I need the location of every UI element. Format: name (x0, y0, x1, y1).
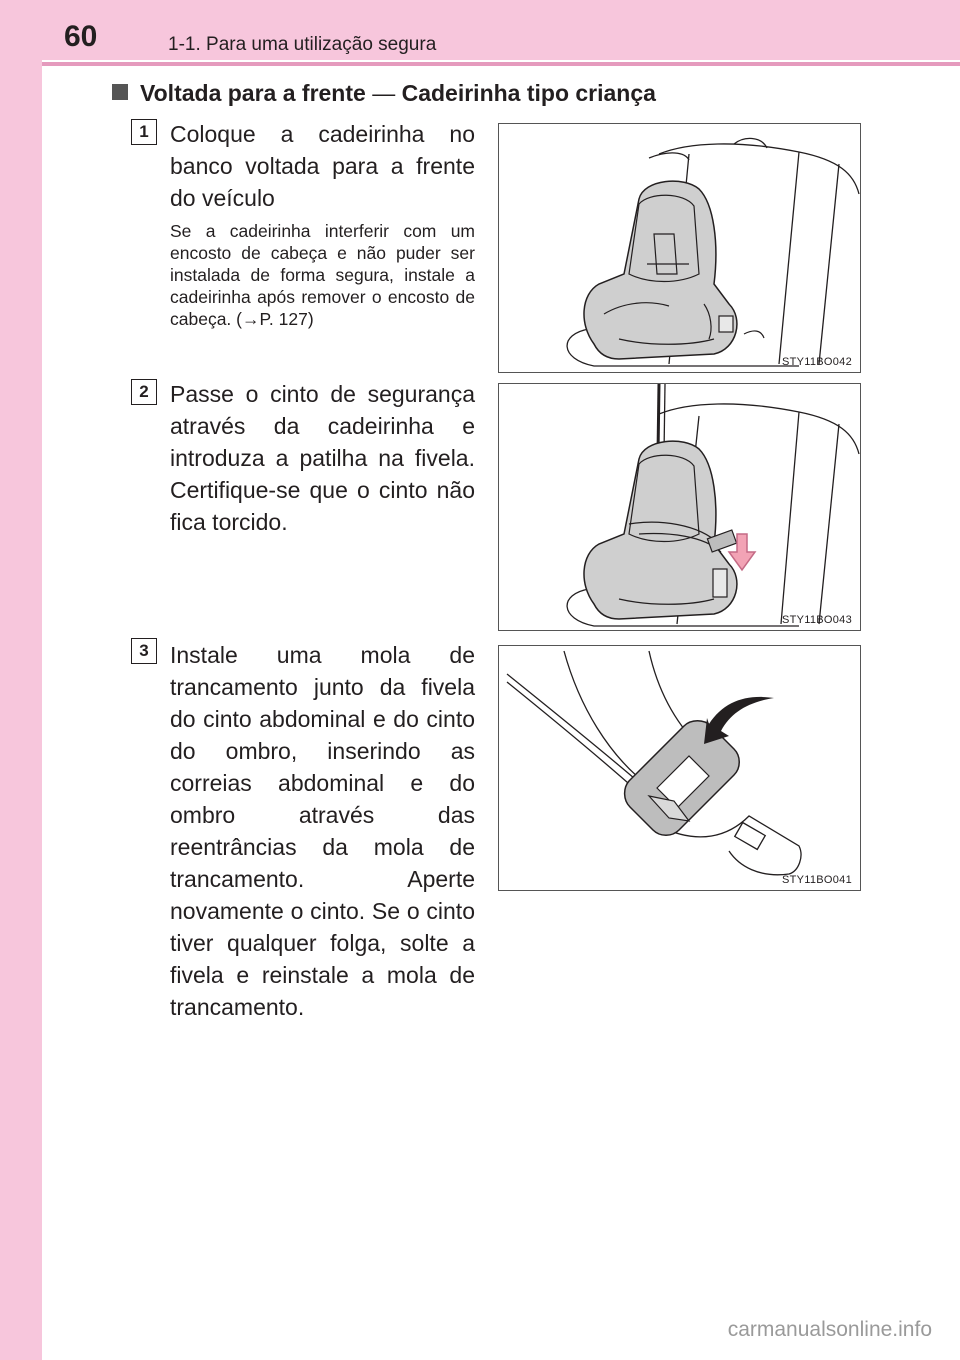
locking-clip-icon (499, 646, 861, 891)
figure-step-3 (498, 645, 861, 891)
step-number-badge: 2 (131, 379, 157, 405)
step-3-text: Instale uma mola de trancamento junto da fivela do cinto abdominal e do cinto do ombro, inserindo as correias abdominal e do ombro através das reentrâncias da mola de trancamento. Aperte novamente o cinto. Se o cinto tiver qualquer folga, solte a fivela e reinstale a mola de trancamento. (170, 642, 475, 1020)
child-seat-belt-buckle-icon (499, 384, 861, 631)
step-number-badge: 1 (131, 119, 157, 145)
figure-code: STY11BO041 (781, 874, 852, 886)
figure-step-1 (498, 123, 861, 373)
page-number: 60 (64, 20, 98, 53)
step-2-text: Passe o cinto de segurança através da cadeirinha e introduza a patilha na fivela. Certifique-se que o cinto não fica torcido. (170, 381, 475, 535)
figure-code: STY11BO043 (781, 614, 852, 626)
chapter-title: 1-1. Para uma utilização segura (168, 34, 437, 55)
curved-arrow-icon (704, 697, 774, 744)
watermark: carmanualsonline.info (727, 1318, 932, 1341)
figure-step-2 (498, 383, 861, 631)
child-seat-on-rear-seat-icon (499, 124, 861, 373)
side-tab-band (0, 0, 42, 1360)
section-title-part1: Voltada para a frente (140, 80, 366, 106)
step-1-note: Se a cadeirinha interferir com um encosto de cabeça e não puder ser instalada de forma segura, instale a cadeirinha após remover o encosto de cabeça. (→P. 127) (170, 221, 475, 329)
step-number-badge: 3 (131, 638, 157, 664)
header-band (0, 0, 960, 60)
square-bullet-icon (112, 84, 128, 100)
step-1-text: Coloque a cadeirinha no banco voltada para a frente do veículo (170, 121, 475, 211)
section-title-part2: Cadeirinha tipo criança (401, 80, 656, 106)
header-rule (42, 62, 960, 66)
section-title-dash: — (365, 80, 402, 106)
section-title (112, 80, 656, 107)
figure-code: STY11BO042 (781, 356, 852, 368)
